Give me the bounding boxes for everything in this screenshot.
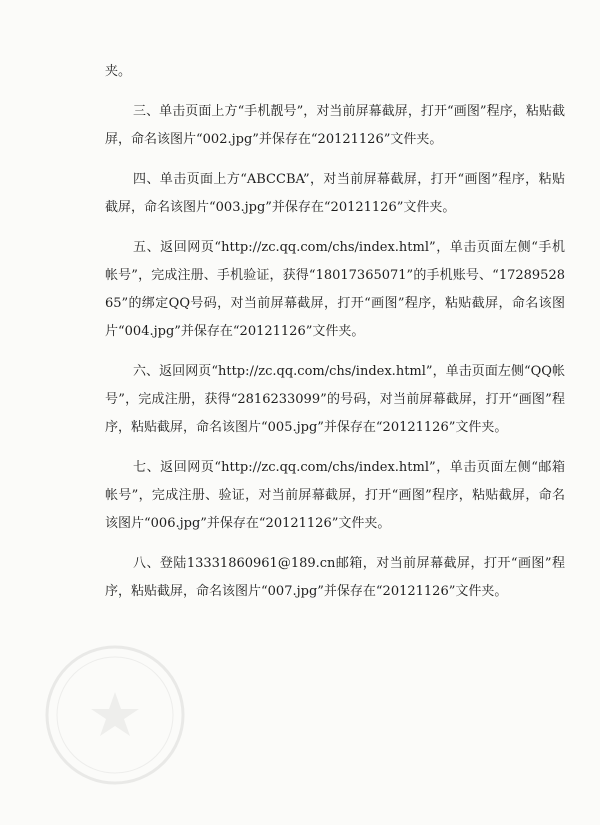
document-body <box>105 58 565 618</box>
paragraph-step-5: 五、返回网页“http://zc.qq.com/chs/index.html”，单击页面左侧“手机帐号”，完成注册、手机验证，获得“18017365071”的手机账号、“1728952865”的绑定QQ号码，对当前屏幕截屏，打开“画图”程序，粘贴截屏，命名该图片“004.jpg”并保存在“20121126”文件夹。 <box>105 240 565 339</box>
official-seal-stamp <box>40 640 190 790</box>
paragraph-continuation: 夹。 <box>105 64 132 79</box>
paragraph-step-8: 八、登陆13331860961@189.cn邮箱，对当前屏幕截屏，打开“画图”程序，粘贴截屏，命名该图片“007.jpg”并保存在“20121126”文件夹。 <box>105 556 565 599</box>
paragraph-step-7: 七、返回网页“http://zc.qq.com/chs/index.html”，单击页面左侧“邮箱帐号”，完成注册、验证，对当前屏幕截屏，打开“画图”程序，粘贴截屏，命名该图片“006.jpg”并保存在“20121126”文件夹。 <box>105 460 565 531</box>
paragraph-step-4: 四、单击页面上方“ABCCBA”，对当前屏幕截屏，打开“画图”程序，粘贴截屏，命名该图片“003.jpg”并保存在“20121126”文件夹。 <box>105 172 565 215</box>
paragraph-step-3: 三、单击页面上方“手机靓号”，对当前屏幕截屏，打开“画图”程序，粘贴截屏，命名该图片“002.jpg”并保存在“20121126”文件夹。 <box>105 104 565 147</box>
paragraph-step-6: 六、返回网页“http://zc.qq.com/chs/index.html”，单击页面左侧“QQ帐号”，完成注册，获得“2816233099”的号码，对当前屏幕截屏，打开“画图”程序，粘贴截屏，命名该图片“005.jpg”并保存在“20121126”文件夹。 <box>105 364 565 435</box>
